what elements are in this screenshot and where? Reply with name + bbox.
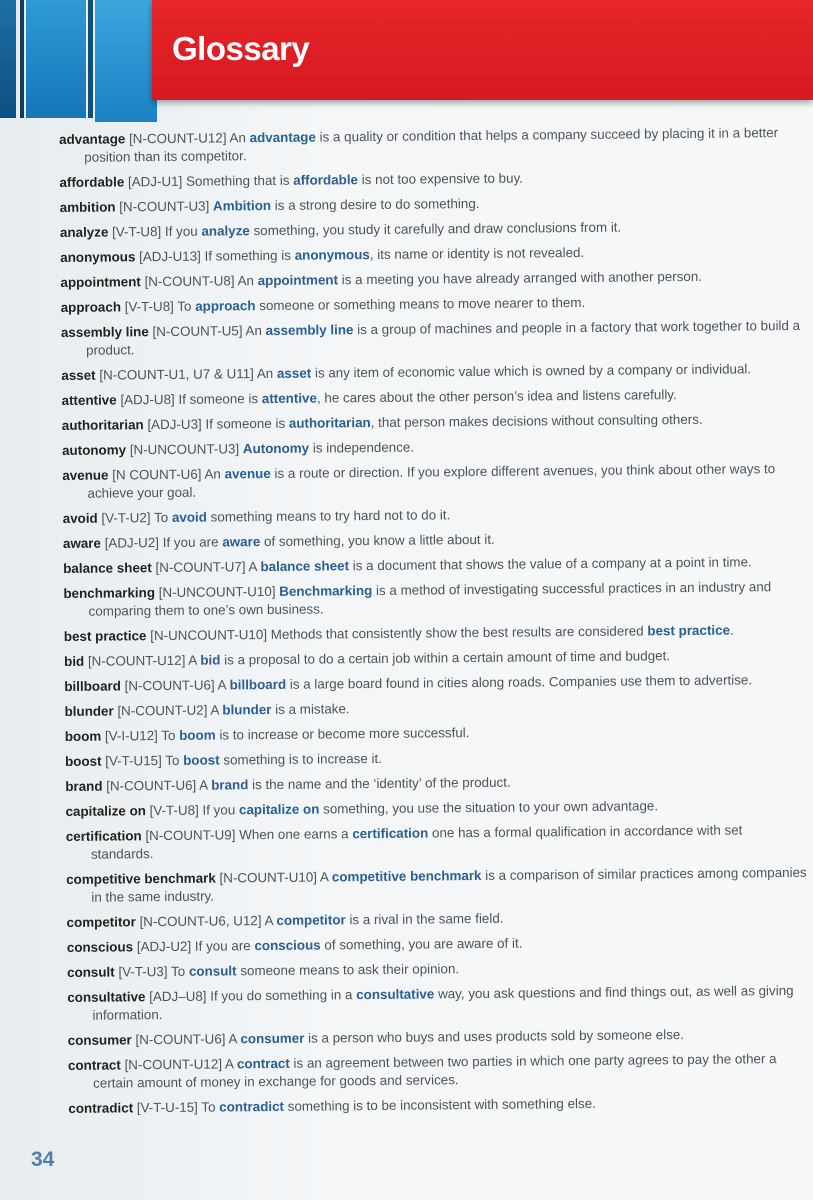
definition-text: If you [164,223,198,239]
definition-text: one has a formal qualification in accordance with set standards. [90,822,743,862]
glossary-entry [60,217,802,242]
part-of-speech-tag: [N COUNT-U6] [112,466,202,483]
highlighted-term: affordable [293,172,359,188]
definition-text: is a quality or condition that helps a company succeed by placing it in a better position than its competitor. [84,125,779,165]
glossary-term: asset [61,367,96,383]
definition-text: To [201,1099,216,1115]
glossary-entry [60,192,802,217]
definition-text: A [217,677,226,693]
definition-text: is not too expensive to buy. [361,170,524,188]
definition-text: of something, you know a little about it. [263,531,495,550]
highlighted-term: competitor [276,912,346,928]
glossary-term: autonomy [61,442,127,458]
glossary-term: attentive [61,392,117,408]
definition-text: something means to try hard not to do it. [210,507,451,525]
highlighted-term: consult [188,963,237,979]
definition-text: A [224,1056,234,1072]
glossary-term: approach [60,299,122,315]
glossary-term: assembly line [60,324,149,340]
highlighted-term: analyze [201,223,250,239]
definition-text: is any item of economic value which is owned by a company or individual. [314,361,752,381]
part-of-speech-tag: [V-I-U12] [104,728,158,744]
glossary-term: boom [64,728,102,744]
glossary-entry [64,671,806,696]
part-of-speech-tag: [N-COUNT-U5] [152,323,243,340]
definition-text: , that person makes decisions without consulting others. [370,411,703,431]
definition-text: , its name or identity is not revealed. [369,244,585,263]
part-of-speech-tag: [N-COUNT-U9] [145,827,236,844]
page-number: 34 [31,1148,55,1171]
definition-text: is a meeting you have already arranged with another person. [341,268,703,288]
highlighted-term: contradict [219,1098,285,1115]
glossary-entry [62,435,804,460]
glossary-term: competitive benchmark [66,870,216,887]
definition-text: is a comparison of similar practices among companies in the same industry. [91,864,807,905]
part-of-speech-tag: [N-COUNT-U12] [87,652,186,669]
glossary-term: analyze [59,224,109,240]
part-of-speech-tag: [V-T-U3] [118,963,168,980]
definition-text: A [228,1031,237,1047]
highlighted-term: avenue [224,465,271,482]
highlighted-term: Ambition [212,197,272,214]
part-of-speech-tag: [ADJ-U2] [136,938,192,955]
glossary-term: capitalize on [65,803,146,819]
part-of-speech-tag: [N-UNCOUNT-U10] [150,627,268,644]
part-of-speech-tag: [N-COUNT-U6] [135,1031,226,1048]
glossary-entry [65,771,807,796]
definition-text: An [256,365,274,382]
glossary-term: benchmarking [63,585,156,601]
highlighted-term: conscious [254,937,321,954]
highlighted-term: approach [195,298,256,314]
glossary-term: competitor [66,914,136,930]
page-title: Glossary [172,30,310,67]
glossary-term: bid [64,653,85,669]
part-of-speech-tag: [V-T-U2] [101,510,151,526]
highlighted-term: advantage [249,129,316,146]
definition-text: something, you use the situation to your own advantage. [323,798,659,817]
definition-text: If you are [162,534,219,551]
glossary-term: contradict [68,1100,134,1116]
highlighted-term: balance sheet [260,558,350,575]
part-of-speech-tag: [ADJ-U13] [139,248,201,265]
glossary-entry [61,317,803,360]
definition-text: is the name and the ‘identity’ of the product. [252,774,511,793]
part-of-speech-tag: [ADJ-U2] [104,535,160,551]
glossary-term: billboard [64,678,121,694]
definition-text: To [161,727,176,744]
highlighted-term: bid [200,652,221,668]
definition-text: is a large board found in cities along roads. Companies use them to advertise. [289,672,753,692]
highlighted-term: brand [211,777,249,793]
definition-text: is a strong desire to do something. [274,195,480,213]
definition-text: If you are [194,938,251,954]
page-header [0,0,813,122]
glossary-entry [59,167,801,192]
glossary-term: appointment [60,274,141,290]
definition-text: If someone is [205,415,286,432]
part-of-speech-tag: [N-COUNT-U3] [119,198,210,215]
definition-text: is an agreement between two parties in which one party agrees to pay the other a certain amount of money in exchange for goods and services. [93,1051,777,1091]
definition-text: An [204,466,221,482]
part-of-speech-tag: [ADJ–U8] [149,988,207,1005]
glossary-term: boost [64,753,102,769]
glossary-entry [63,528,805,553]
glossary-entry [65,721,807,746]
glossary-term: avenue [62,467,109,483]
definition-text: To [165,752,180,769]
definition-text: A [188,652,197,668]
definition-text: A [319,869,329,885]
part-of-speech-tag: [N-COUNT-U7] [155,559,246,576]
definition-text: is a rival in the same field. [349,910,504,928]
definition-text: is a mistake. [275,701,350,717]
part-of-speech-tag: [ADJ-U3] [147,416,202,433]
glossary-list [59,124,811,1125]
glossary-entry [64,696,806,721]
highlighted-term: blunder [222,701,272,718]
definition-text: . [729,622,734,638]
definition-text: something is to be inconsistent with something else. [287,1095,596,1114]
definition-text: A [264,912,273,929]
definition-text: If you do something in a [210,987,353,1004]
glossary-entry [62,410,804,435]
part-of-speech-tag: [N-COUNT-U6] [106,777,197,794]
part-of-speech-tag: [N-COUNT-U12] [128,130,227,147]
definition-text: is a group of machines and people in a factory that work together to build a product. [86,317,801,358]
blue-stripe [95,0,157,122]
definition-text: A [248,559,257,575]
definition-text: To [153,509,169,526]
definition-text: of something, you are aware of it. [324,935,523,953]
definition-text: something is to increase it. [223,750,382,768]
part-of-speech-tag: [V-T-U-15] [136,1099,198,1116]
blue-stripe [88,0,93,118]
glossary-term: conscious [66,939,134,955]
glossary-entry [63,578,805,621]
glossary-term: brand [65,778,103,794]
glossary-entry [64,646,806,671]
highlighted-term: capitalize on [238,801,320,818]
definition-text: A [210,702,219,718]
definition-text: To [170,963,186,979]
glossary-term: authoritarian [61,417,144,433]
highlighted-term: aware [222,534,261,550]
highlighted-term: Benchmarking [279,583,373,599]
blue-stripe [0,0,16,118]
definition-text: someone or something means to move nearer to them. [259,294,586,314]
glossary-entry [59,124,801,167]
glossary-entry [65,746,807,771]
definition-text: someone means to ask their opinion. [240,961,460,979]
part-of-speech-tag: [N-COUNT-U12] [124,1056,223,1073]
part-of-speech-tag: [N-COUNT-U2] [117,702,208,719]
definition-text: An [237,273,254,289]
definition-text: If someone is [178,391,259,407]
part-of-speech-tag: [V-T-U8] [112,224,162,240]
definition-text: If something is [204,247,292,264]
part-of-speech-tag: [N-COUNT-U6] [124,677,215,694]
glossary-entry [60,242,802,267]
highlighted-term: billboard [229,676,287,693]
glossary-term: ambition [59,199,116,215]
glossary-entry [68,1025,810,1050]
glossary-term: consult [67,964,115,980]
definition-text: is a method of investigating successful practices in an industry and comparing them to one’s own business. [88,579,772,619]
part-of-speech-tag: [N-COUNT-U8] [144,273,235,290]
highlighted-term: asset [276,365,312,381]
highlighted-term: authoritarian [288,415,371,431]
part-of-speech-tag: [N-COUNT-U6, U12] [139,913,262,930]
glossary-entry [63,503,805,528]
blue-stripe [20,0,24,118]
definition-text: Something that is [185,172,290,189]
glossary-entry [67,932,809,957]
glossary-term: blunder [64,703,114,719]
glossary-term: consumer [67,1032,132,1048]
definition-text: is independence. [312,439,415,456]
glossary-term: certification [65,828,142,844]
highlighted-term: boom [179,727,216,743]
highlighted-term: assembly line [265,322,354,339]
highlighted-term: certification [352,825,429,842]
highlighted-term: consumer [240,1030,305,1047]
glossary-term: contract [67,1057,121,1073]
definition-text: A [199,777,208,793]
definition-text: something, you study it carefully and draw conclusions from it. [253,219,622,239]
glossary-entry [67,957,809,982]
glossary-term: advantage [59,131,126,147]
highlighted-term: best practice [647,622,731,639]
glossary-entry [67,982,809,1025]
highlighted-term: attentive [261,390,317,407]
highlighted-term: appointment [257,272,339,289]
part-of-speech-tag: [V-T-U15] [105,753,162,769]
glossary-entry [67,907,809,932]
part-of-speech-tag: [V-T-U8] [124,298,174,315]
definition-text: way, you ask questions and find things out, as well as giving information. [92,982,794,1023]
glossary-entry [60,267,802,292]
highlighted-term: Autonomy [242,440,310,457]
part-of-speech-tag: [N-UNCOUNT-U10] [158,583,276,601]
glossary-entry [62,385,804,410]
glossary-entry [68,1050,810,1093]
highlighted-term: boost [183,752,220,768]
definition-text: is to increase or become more successful. [219,725,470,743]
definition-text: When one earns a [239,826,349,843]
definition-text: An [245,323,262,339]
definition-text: is a route or direction. If you explore different avenues, you think about other ways to achieve your goal. [87,461,776,501]
definition-text: is a document that shows the value of a company at a point in time. [352,554,752,574]
highlighted-term: anonymous [294,247,370,263]
definition-text: , he cares about the other person’s idea and listens carefully. [316,387,677,406]
part-of-speech-tag: [ADJ-U8] [120,391,175,408]
glossary-term: anonymous [60,249,136,265]
glossary-term: aware [62,535,101,551]
glossary-term: affordable [59,174,125,190]
definition-text: To [177,298,192,314]
glossary-entry [66,864,808,907]
part-of-speech-tag: [N-COUNT-U1, U7 & U11] [99,366,254,383]
part-of-speech-tag: [ADJ-U1] [127,173,183,190]
part-of-speech-tag: [N-COUNT-U10] [219,869,318,886]
highlighted-term: competitive benchmark [331,867,482,885]
glossary-entry [65,796,807,821]
glossary-entry [64,621,806,646]
part-of-speech-tag: [N-UNCOUNT-U3] [129,441,240,458]
glossary-term: balance sheet [63,560,152,576]
blue-stripe [26,0,86,118]
highlighted-term: contract [236,1055,290,1072]
definition-text: An [229,130,246,146]
glossary-entry [63,553,805,578]
definition-text: is a proposal to do a certain job within a certain amount of time and budget. [224,648,671,668]
definition-text: Methods that consistently show the best results are considered [270,623,644,642]
glossary-term: avoid [62,510,98,526]
part-of-speech-tag: [V-T-U8] [149,802,199,819]
definition-text: If you [202,802,236,818]
glossary-term: consultative [67,989,146,1005]
glossary-entry [61,360,803,385]
glossary-entry [61,292,803,317]
glossary-entry [68,1093,810,1118]
definition-text: is a person who buys and uses products sold by someone else. [308,1027,685,1046]
glossary-entry [66,821,808,864]
highlighted-term: consultative [356,986,435,1003]
highlighted-term: avoid [171,509,207,525]
glossary-term: best practice [63,628,147,644]
glossary-entry [62,460,804,503]
